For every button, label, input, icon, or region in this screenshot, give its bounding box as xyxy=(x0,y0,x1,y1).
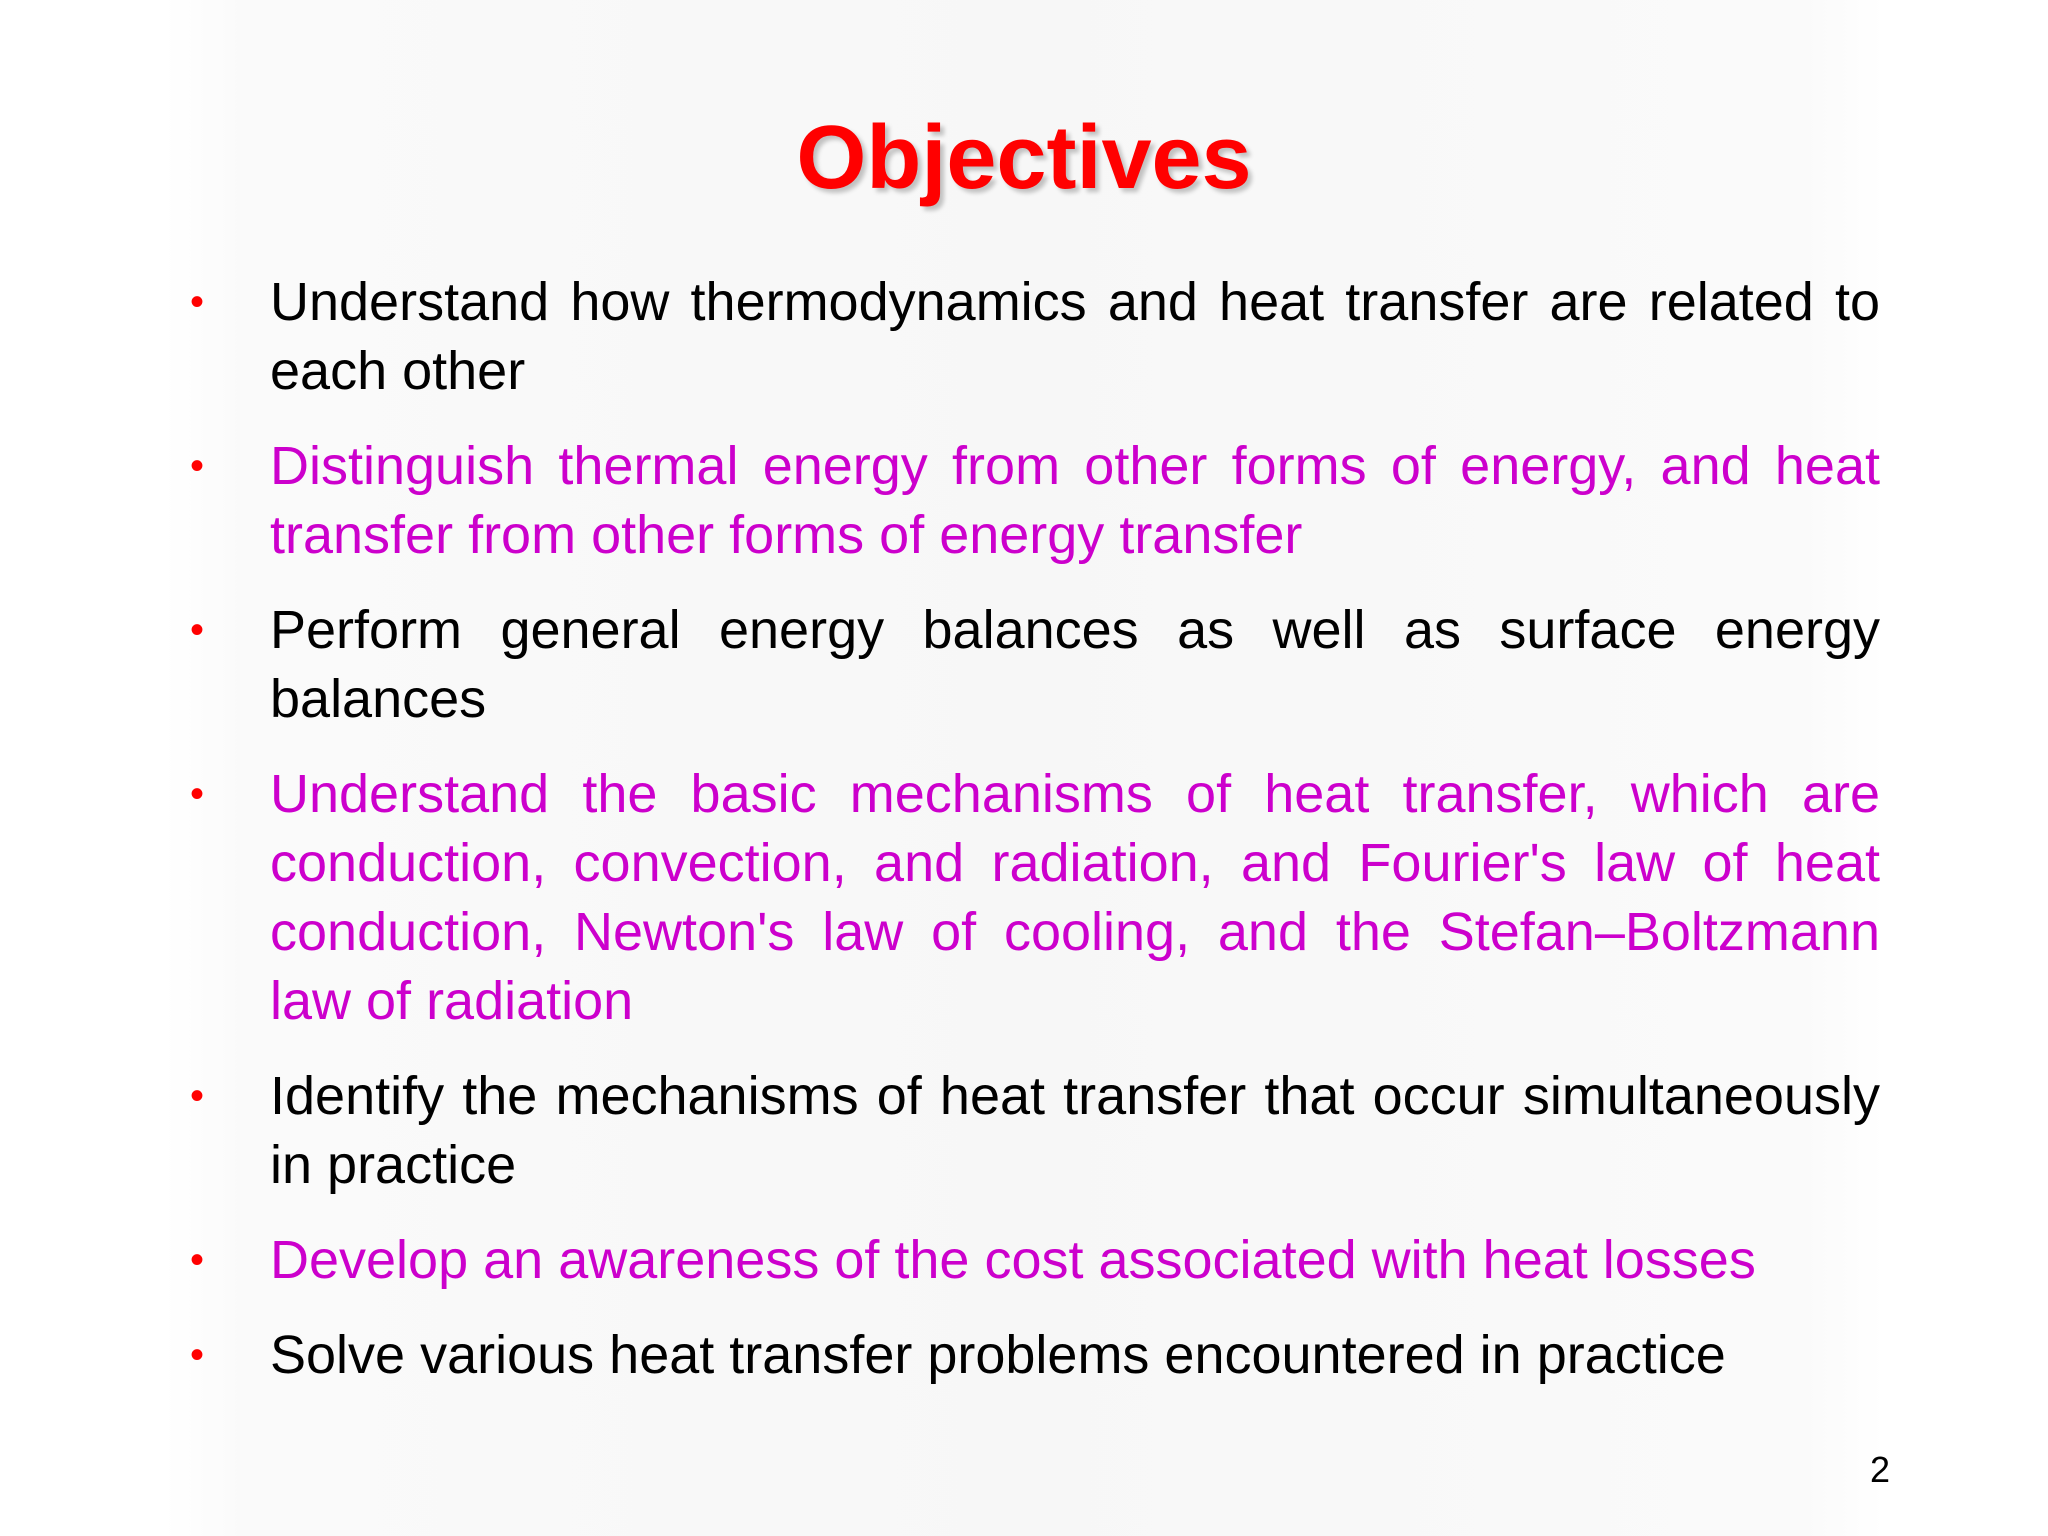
bullet-text: Solve various heat transfer problems encountered in practice xyxy=(270,1325,1726,1385)
bullet-icon: • xyxy=(190,1074,205,1118)
bullet-text: Perform general energy balances as well as surface energy balances xyxy=(270,600,1880,729)
bullet-text: Understand how thermodynamics and heat transfer are related to each other xyxy=(270,272,1880,401)
bullet-text: Identify the mechanisms of heat transfer that occur simultaneously in practice xyxy=(270,1066,1880,1195)
list-item xyxy=(190,760,1880,1036)
list-item xyxy=(190,1062,1880,1200)
list-item xyxy=(190,1321,1880,1390)
bullet-text: Develop an awareness of the cost associated with heat losses xyxy=(270,1230,1756,1290)
bullet-icon: • xyxy=(190,1238,205,1282)
bullet-icon: • xyxy=(190,444,205,488)
bullet-icon: • xyxy=(190,1333,205,1377)
list-item xyxy=(190,1226,1880,1295)
list-item xyxy=(190,268,1880,406)
slide-title: Objectives xyxy=(796,108,1252,208)
bullet-text: Distinguish thermal energy from other forms of energy, and heat transfer from other forms of energy transfer xyxy=(270,436,1880,565)
list-item xyxy=(190,596,1880,734)
page-number: 2 xyxy=(1869,1449,1890,1490)
bullet-icon: • xyxy=(190,772,205,816)
bullet-icon: • xyxy=(190,608,205,652)
objectives-list xyxy=(190,268,1880,1416)
bullet-text: Understand the basic mechanisms of heat transfer, which are conduction, convection, and radiation, and Fourier's law of heat conduction, Newton's law of cooling, and the Stefan–Boltzmann law of radiation xyxy=(270,764,1880,1031)
bullet-icon: • xyxy=(190,280,205,324)
list-item xyxy=(190,432,1880,570)
